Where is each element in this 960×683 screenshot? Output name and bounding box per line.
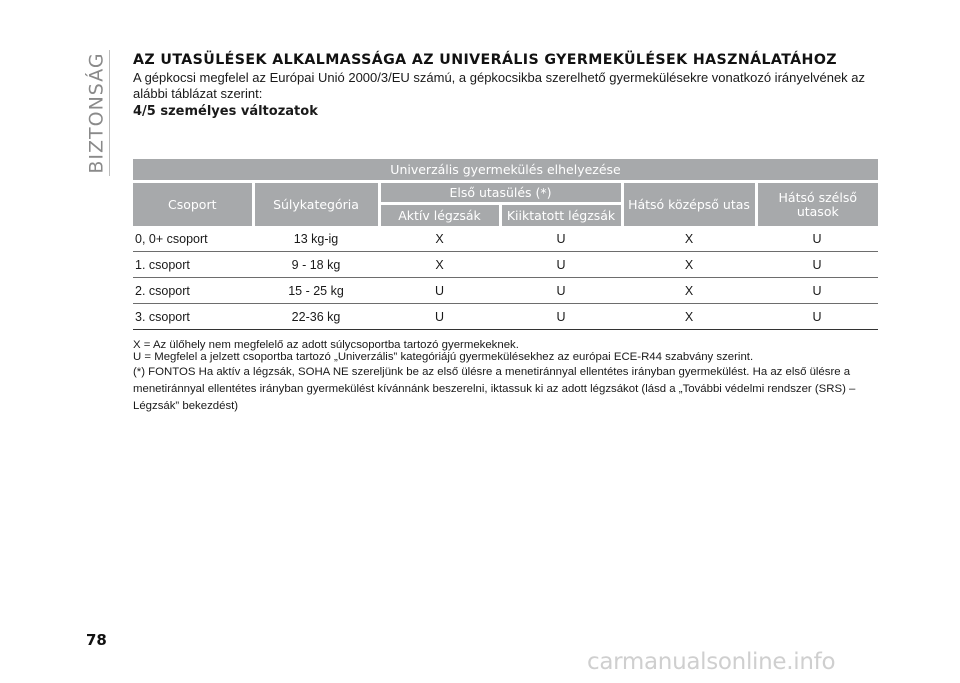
page-number: 78 [86,631,107,649]
page-content [133,52,879,120]
cell-active: U [379,278,500,304]
cell-weight: 9 - 18 kg [253,252,379,278]
cell-off: U [500,304,622,330]
cell-side: U [756,278,878,304]
cell-side: U [756,252,878,278]
note-u: U = Megfelel a jelzett csoportba tartozó „Univerzális” kategóriájú gyermekülésekhez az európai ECE-R44 szabvány szerint. [133,351,754,363]
cell-group: 1. csoport [133,252,253,278]
cell-off: U [500,278,622,304]
cell-weight: 13 kg-ig [253,226,379,252]
table-row [133,304,878,330]
cell-off: U [500,252,622,278]
note-x: X = Az ülőhely nem megfelelő az adott súlycsoportba tartozó gyermekeknek. [133,339,519,351]
cell-center: X [622,304,756,330]
cell-active: X [379,252,500,278]
section-tab [86,52,108,174]
section-divider [109,50,110,176]
cell-group: 3. csoport [133,304,253,330]
cell-center: X [622,252,756,278]
watermark: carmanualsonline.info [587,649,836,675]
cell-side: U [756,304,878,330]
cell-group: 2. csoport [133,278,253,304]
cell-weight: 22-36 kg [253,304,379,330]
header-front-seat: Első utasülés (*) [379,182,622,204]
table-row [133,252,878,278]
cell-active: U [379,304,500,330]
cell-side: U [756,226,878,252]
header-weight: Súlykategória [253,182,379,227]
table-notes [133,339,879,415]
header-front-active: Aktív légzsák [379,204,500,227]
table-row [133,278,878,304]
cell-center: X [622,278,756,304]
table-row [133,226,878,252]
header-rear-center: Hátsó középső utas [622,182,756,227]
section-heading: AZ UTASÜLÉSEK ALKALMASSÁGA AZ UNIVERÁLIS GYERMEKÜLÉSEK HASZNÁLATÁHOZ [133,52,837,68]
header-group: Csoport [133,182,253,227]
header-rear-side: Hátsó szélső utasok [756,182,878,227]
intro-text: A gépkocsi megfelel az Európai Unió 2000/3/EU számú, a gépkocsikba szerelhető gyermekülésekre vonatkozó irányelvének az alábbi táblázat szerint: [133,70,866,101]
cell-off: U [500,226,622,252]
cell-center: X [622,226,756,252]
section-tab-label: BIZTONSÁG [86,52,109,174]
cell-active: X [379,226,500,252]
table-super-header: Univerzális gyermekülés elhelyezése [133,159,878,182]
header-front-off: Kiiktatott légzsák [500,204,622,227]
subheading: 4/5 személyes változatok [133,104,318,119]
child-seat-table [133,159,878,330]
cell-weight: 15 - 25 kg [253,278,379,304]
cell-group: 0, 0+ csoport [133,226,253,252]
note-fontos: (*) FONTOS Ha aktív a légzsák, SOHA NE szereljünk be az első ülésre a menetiránnyal ellentétes irányban gyermekülést. Ha az első ülésre a menetiránnyal ellentétes irányban gyermekülést kívánnánk beszerelni, iktassuk ki az adott légzsákot (lásd a „További védelmi rendszer (SRS) – Légzsák” bekezdést) [133,366,856,412]
